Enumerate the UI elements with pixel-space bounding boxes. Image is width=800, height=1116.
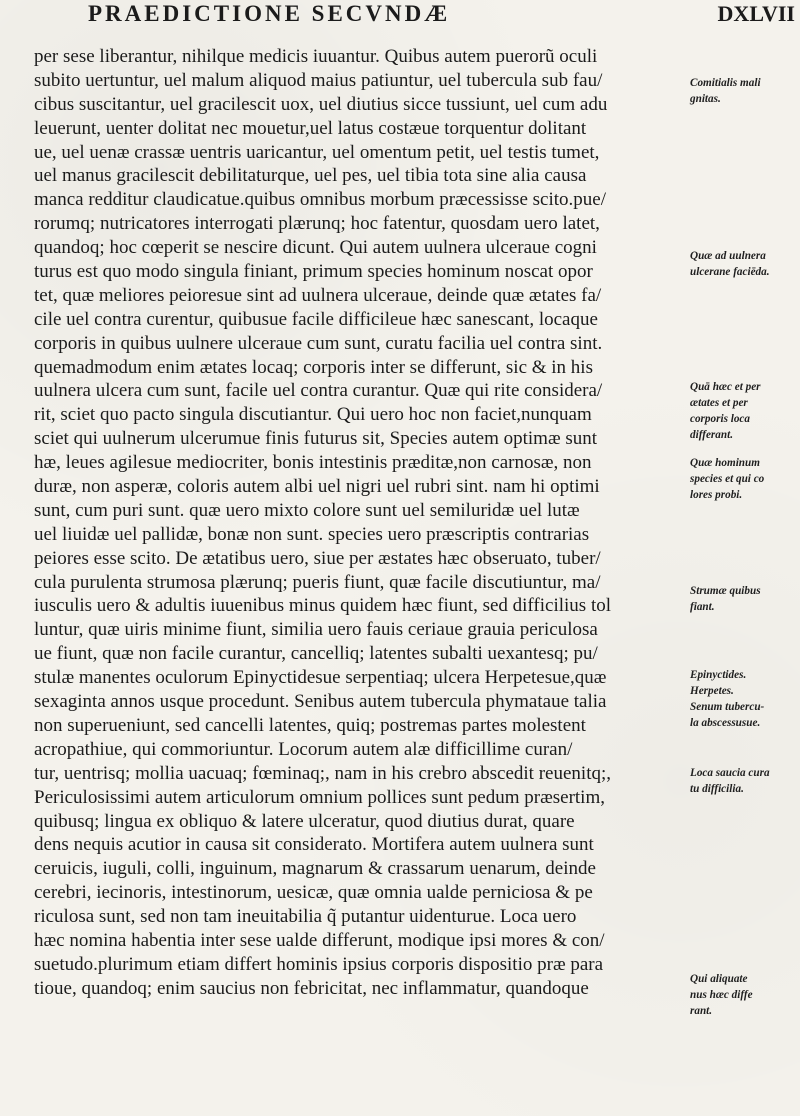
margin-note-comitialis: [690, 75, 798, 107]
main-line-25: luntur, quæ uiris minime fiunt, similia uero fauis ceriaue grauia periculosa: [34, 619, 598, 641]
margin-note-species-line-1: Quæ hominum: [690, 457, 760, 469]
margin-note-epinyctides-line-2: Herpetes.: [690, 685, 734, 697]
main-line-40: tioue, quandoq; enim saucius non febricitat, nec inflammatur, quandoque: [34, 977, 589, 999]
main-line-22: peiores esse scito. De ætatibus uero, siue per æstates hæc obseruato, tuber/: [34, 547, 601, 569]
main-line-18: hæ, leues agilesue mediocriter, bonis intestinis præditæ,non carnosæ, non: [34, 452, 592, 474]
margin-note-epinyctides-line-1: Epinyctides.: [690, 669, 747, 681]
main-line-07: manca redditur claudicatue.quibus omnibus morbum præcessisse scito.pue/: [34, 189, 606, 211]
main-line-05: ue, uel uenæ crassæ uentris uaricantur, uel omentum petit, uel testis tumet,: [34, 141, 600, 163]
margin-note-loca-line-1: Loca saucia cura: [690, 767, 770, 779]
margin-note-strumae: [690, 583, 798, 615]
margin-note-differant: [690, 971, 798, 1019]
main-line-02: subito uertuntur, uel malum aliquod maius patiuntur, uel tubercula sub fau/: [34, 69, 603, 91]
main-line-27: stulæ manentes oculorum Epinyctidesue serpentiaq; ulcera Herpetesue,quæ: [34, 667, 607, 689]
margin-note-aetates-line-3: corporis loca: [690, 413, 750, 425]
margin-note-comitialis-line-2: gnitas.: [690, 93, 721, 105]
margin-note-loca: [690, 765, 798, 797]
margin-note-species: [690, 455, 798, 503]
main-line-30: acropathiue, qui commoriuntur. Locorum autem alæ difficillime curan/: [34, 738, 573, 760]
main-line-28: sexaginta annos usque procedunt. Senibus autem tubercula phymataue talia: [34, 691, 607, 713]
main-line-09: quandoq; hoc cœperit se nescire dicunt. Qui autem uulnera ulceraue cogni: [34, 237, 597, 259]
main-line-33: quibusq; lingua ex obliquo & latere ulceratur, quod diutius durat, quare: [34, 810, 575, 832]
main-line-19: duræ, non asperæ, coloris autem albi uel nigri uel rubri sint. nam hi optimi: [34, 476, 600, 498]
margin-note-epinyctides-line-4: la abscessusue.: [690, 717, 761, 729]
main-line-12: cile uel contra curentur, quibusue facile difficileue hæc sanescant, locaque: [34, 308, 598, 330]
margin-note-aetates-line-2: ætates et per: [690, 397, 748, 409]
main-line-03: cibus suscitantur, uel gracilescit uox, uel diutius sicce tussiunt, uel cum adu: [34, 93, 608, 115]
main-line-39: suetudo.plurimum etiam differt hominis ipsius corporis dispositio præ para: [34, 953, 604, 975]
main-line-15: uulnera ulcera cum sunt, facile uel contra curantur. Quæ qui rite considera/: [34, 380, 603, 402]
main-line-26: ue fiunt, quæ non facile curantur, cancelliq; latentes subalti uexantesq; pu/: [34, 643, 598, 665]
main-line-38: hæc nomina habentia inter sese ualde differunt, modique ipsi mores & con/: [34, 929, 605, 951]
main-line-14: quemadmodum enim ætates locaq; corporis inter se differunt, sic & in his: [34, 356, 593, 378]
main-line-01: per sese liberantur, nihilque medicis iuuantur. Quibus autem puerorũ oculi: [34, 46, 598, 67]
margin-note-loca-line-2: tu difficilia.: [690, 783, 744, 795]
margin-note-differant-line-2: nus hæc diffe: [690, 989, 753, 1001]
main-line-36: cerebri, iecinoris, intestinorum, uesicæ, quæ omnia ualde perniciosa & pe: [34, 882, 593, 904]
main-text-block: [34, 45, 680, 1001]
margin-note-epinyctides: [690, 667, 798, 731]
margin-note-aetates-line-1: Quā hæc et per: [690, 381, 761, 393]
margin-note-epinyctides-line-3: Senum tubercu-: [690, 701, 765, 713]
main-line-32: Periculosissimi autem articulorum omnium pollices sunt pedum præsertim,: [34, 786, 605, 808]
main-line-10: turus est quo modo singula finiant, primum species hominum noscat opor: [34, 261, 593, 283]
main-line-24: iusculis uero & adultis iuuenibus minus quidem hæc fiunt, sed difficilius tol: [34, 595, 611, 617]
margin-note-species-line-3: lores probi.: [690, 489, 743, 501]
main-line-35: ceruicis, iuguli, colli, inguinum, magnarum & crassarum uenarum, deinde: [34, 858, 596, 880]
main-line-23: cula purulenta strumosa plærunq; pueris fiunt, quæ facile discutiuntur, ma/: [34, 571, 601, 593]
main-line-17: sciet qui uulnerum ulcerumue finis futurus sit, Species autem optimæ sunt: [34, 428, 598, 450]
main-line-04: leuerunt, uenter dolitat nec mouetur,uel latus costæue torquentur dolitant: [34, 117, 587, 139]
main-line-13: corporis in quibus uulnere ulceraue cum sunt, curatu facilia uel contra sint.: [34, 332, 603, 354]
margin-note-species-line-2: species et qui co: [690, 473, 765, 485]
margin-note-differant-line-1: Qui aliquate: [690, 973, 748, 985]
margin-note-strumae-line-2: fiant.: [690, 601, 715, 613]
margin-note-vulnera-line-2: ulcerane faciēda.: [690, 266, 770, 278]
main-line-21: uel liuidæ uel pallidæ, bonæ non sunt. species uero præscriptis contrarias: [34, 523, 590, 545]
margin-note-aetates-line-4: differant.: [690, 429, 733, 441]
main-line-37: riculosa sunt, sed non tam ineuitabilia q̃ putantur uidenturue. Loca uero: [34, 906, 577, 928]
main-line-16: rit, sciet quo pacto singula discutiantur. Qui uero hoc non faciet,nunquam: [34, 404, 592, 426]
running-head: PRAEDICTIONE SECVNDÆ: [88, 1, 451, 26]
margin-note-vulnera-line-1: Quæ ad uulnera: [690, 250, 766, 262]
margin-note-aetates: [690, 379, 798, 443]
margin-note-strumae-line-1: Strumæ quibus: [690, 585, 761, 597]
main-line-20: sunt, cum puri sunt. quæ uero mixto colore sunt uel semiluridæ uel lutæ: [34, 499, 580, 521]
page-number: DXLVII: [717, 1, 795, 26]
main-line-29: non superueniunt, sed cancelli latentes, quiq; postremas partes molestent: [34, 714, 586, 736]
margin-note-differant-line-3: rant.: [690, 1005, 713, 1017]
margin-note-comitialis-line-1: Comitialis mali: [690, 77, 761, 89]
main-line-06: uel manus gracilescit debilitaturque, uel pes, uel tibia tota sine alia causa: [34, 165, 587, 187]
main-line-31: tur, uentrisq; mollia uacuaq; fœminaq;, nam in his crebro abscedit reuenitq;,: [34, 762, 611, 784]
main-line-11: tet, quæ meliores peioresue sint ad uulnera ulceraue, deinde quæ ætates fa/: [34, 284, 602, 306]
main-line-34: dens nequis acutior in causa sit considerato. Mortifera autem uulnera sunt: [34, 834, 594, 856]
margin-note-vulnera: [690, 248, 798, 280]
main-line-08: rorumq; nutricatores interrogati plærunq; hoc fatentur, quosdam uero latet,: [34, 213, 600, 235]
